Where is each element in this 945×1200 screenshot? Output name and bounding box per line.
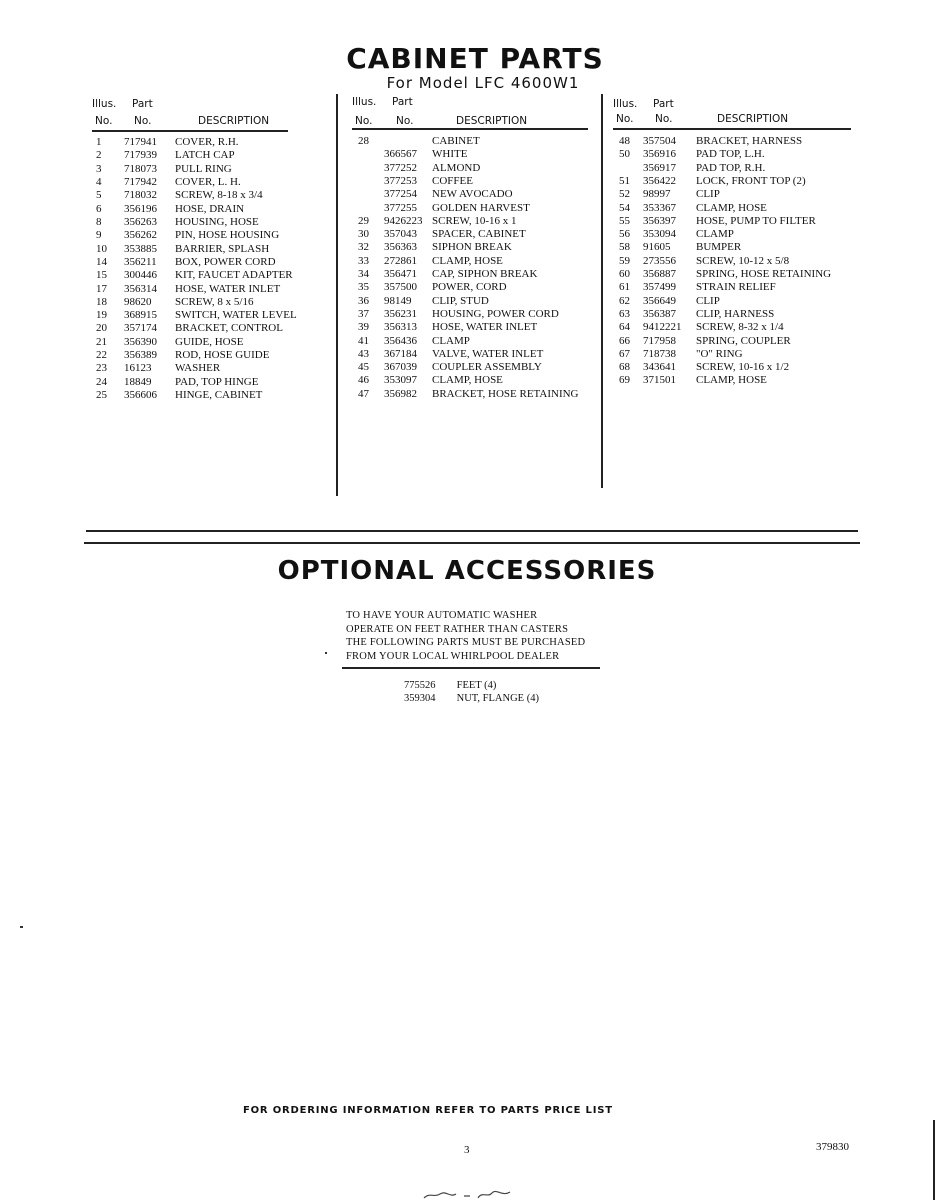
illus-number: 15 — [96, 269, 107, 282]
part-description: LATCH CAP — [175, 149, 235, 162]
part-number: 356263 — [124, 215, 157, 228]
illus-number: 20 — [96, 322, 107, 335]
illus-number: 50 — [619, 148, 630, 161]
illus-number: 1 — [96, 136, 102, 148]
illus-number: 23 — [96, 362, 107, 375]
part-description: COFFEE — [432, 174, 473, 187]
part-number: 717942 — [124, 175, 157, 188]
part-description: SCREW, 8 x 5/16 — [175, 295, 254, 308]
illus-number: 41 — [358, 334, 369, 347]
illus-number: 43 — [358, 347, 369, 360]
part-number: 356389 — [124, 349, 157, 362]
illus-number: 33 — [358, 254, 369, 267]
part-description: SCREW, 10-12 x 5/8 — [696, 254, 790, 267]
part-number: 356606 — [124, 389, 157, 402]
part-number: 356471 — [384, 268, 417, 280]
part-number: 356387 — [643, 307, 676, 320]
part-number: 718073 — [124, 162, 157, 175]
illus-number: 24 — [96, 375, 107, 388]
illus-header: Illus. — [352, 96, 377, 108]
part-description: BARRIER, SPLASH — [175, 242, 270, 255]
illus-number: 37 — [358, 307, 369, 320]
part-description: HOSE, PUMP TO FILTER — [696, 214, 816, 227]
part-number: 353097 — [384, 374, 417, 387]
part-description: CLAMP — [696, 228, 734, 241]
intro-line: TO HAVE YOUR AUTOMATIC WASHER — [346, 610, 538, 621]
illus-header: Illus. — [92, 98, 117, 110]
description-header: DESCRIPTION — [198, 115, 270, 127]
illus-no-header: No. — [616, 113, 634, 125]
part-description: PAD TOP, R.H. — [696, 161, 766, 174]
section-divider — [86, 530, 858, 532]
illus-number: 59 — [619, 254, 630, 267]
illus-number: 51 — [619, 174, 630, 187]
illus-number: 25 — [96, 389, 107, 402]
part-description: "O" RING — [696, 347, 743, 360]
part-no-header: No. — [134, 115, 152, 127]
part-number: 98620 — [124, 295, 152, 308]
part-description: SCREW, 10-16 x 1/2 — [696, 361, 790, 374]
intro-line: THE FOLLOWING PARTS MUST BE PURCHASED — [346, 637, 586, 648]
part-header: Part — [392, 96, 413, 108]
part-number: 9412221 — [643, 321, 682, 334]
part-description: SCREW, 8-32 x 1/4 — [696, 321, 784, 334]
accessory-description: FEET (4) — [456, 680, 497, 691]
part-number: 356436 — [384, 334, 417, 347]
illus-number: 28 — [358, 135, 369, 147]
part-description: CLAMP, HOSE — [432, 254, 503, 267]
illus-number: 14 — [96, 255, 107, 268]
illus-number: 52 — [619, 188, 630, 201]
part-description: ALMOND — [432, 161, 481, 174]
part-number: 371501 — [643, 374, 676, 387]
page-number: 3 — [464, 1144, 470, 1156]
part-number: 718738 — [643, 347, 676, 360]
part-description: HINGE, CABINET — [175, 389, 263, 402]
illus-number: 48 — [619, 135, 630, 147]
part-number: 357504 — [643, 135, 676, 147]
accessory-item — [404, 680, 496, 691]
page-title: CABINET PARTS — [346, 42, 604, 75]
speck — [325, 652, 327, 654]
illus-number: 58 — [619, 241, 630, 254]
part-description: HOSE, WATER INLET — [175, 282, 281, 295]
accessory-part-no: 775526 — [404, 680, 436, 691]
model-subtitle: For Model LFC 4600W1 — [386, 74, 580, 92]
handwritten-mark — [420, 1188, 520, 1200]
header-rule — [352, 128, 588, 130]
part-description: SPRING, HOSE RETAINING — [696, 268, 832, 280]
illus-number: 36 — [358, 294, 369, 307]
part-description: PIN, HOSE HOUSING — [175, 229, 280, 242]
illus-number: 18 — [96, 295, 107, 308]
part-header: Part — [132, 98, 153, 110]
part-number: 717958 — [643, 334, 676, 347]
part-description: BRACKET, CONTROL — [175, 322, 283, 335]
illus-number: 10 — [96, 242, 107, 255]
illus-number: 9 — [96, 229, 102, 242]
illus-number: 21 — [96, 335, 107, 348]
part-description: CAP, SIPHON BREAK — [432, 268, 538, 280]
part-description: HOSE, DRAIN — [175, 202, 245, 215]
part-number: 718032 — [124, 189, 157, 202]
part-description: WASHER — [175, 362, 221, 375]
part-description: SCREW, 10-16 x 1 — [432, 214, 517, 227]
part-description: HOSE, WATER INLET — [432, 321, 538, 334]
part-number: 356982 — [384, 387, 417, 400]
illus-number: 54 — [619, 201, 630, 214]
part-description: CABINET — [432, 135, 480, 147]
part-description: WHITE — [432, 148, 468, 161]
part-number: 356397 — [643, 214, 676, 227]
ordering-note: FOR ORDERING INFORMATION REFER TO PARTS PRICE LIST — [243, 1105, 613, 1116]
part-description: CLAMP, HOSE — [696, 374, 767, 387]
part-number: 18849 — [124, 375, 152, 388]
illus-number: 2 — [96, 149, 102, 162]
part-number: 98997 — [643, 188, 671, 201]
illus-number: 69 — [619, 374, 630, 387]
illus-number: 5 — [96, 189, 102, 202]
illus-number: 4 — [96, 175, 102, 188]
part-number: 356649 — [643, 294, 676, 307]
accessory-description: NUT, FLANGE (4) — [456, 693, 539, 704]
accessories-rule — [342, 667, 600, 669]
illus-number: 68 — [619, 361, 630, 374]
part-header: Part — [653, 98, 674, 110]
part-description: CLAMP, HOSE — [432, 374, 503, 387]
accessory-part-no: 359304 — [404, 693, 436, 704]
part-description: LOCK, FRONT TOP (2) — [696, 174, 806, 187]
part-number: 368915 — [124, 309, 157, 322]
part-description: HOUSING, HOSE — [175, 215, 259, 228]
description-header: DESCRIPTION — [456, 115, 528, 127]
illus-no-header: No. — [95, 115, 113, 127]
illus-number: 47 — [358, 387, 369, 400]
part-description: SPACER, CABINET — [432, 228, 526, 241]
part-description: KIT, FAUCET ADAPTER — [175, 269, 293, 282]
column-divider — [601, 94, 603, 488]
intro-line: OPERATE ON FEET RATHER THAN CASTERS — [346, 623, 569, 635]
part-number: 356211 — [124, 255, 157, 268]
part-description: CLIP, HARNESS — [696, 307, 775, 320]
illus-number: 17 — [96, 282, 107, 295]
part-number: 356363 — [384, 241, 417, 254]
column-divider — [336, 94, 338, 496]
illus-number: 67 — [619, 347, 630, 360]
part-description: PULL RING — [175, 162, 232, 175]
part-description: SWITCH, WATER LEVEL — [175, 309, 297, 322]
part-description: BRACKET, HOSE RETAINING — [432, 387, 579, 400]
part-number: 367039 — [384, 361, 417, 374]
part-number: 343641 — [643, 361, 676, 374]
part-number: 377254 — [384, 188, 417, 201]
illus-number: 34 — [358, 268, 369, 280]
part-number: 717941 — [124, 136, 157, 148]
header-rule — [92, 130, 288, 132]
illus-number: 22 — [96, 349, 107, 362]
part-number: 356887 — [643, 268, 676, 280]
page-edge-line — [933, 1120, 935, 1200]
part-description: CLIP, STUD — [432, 294, 489, 307]
part-description: COVER, R.H. — [175, 136, 239, 148]
illus-number: 62 — [619, 294, 630, 307]
accessories-title: OPTIONAL ACCESSORIES — [277, 556, 657, 586]
illus-number: 55 — [619, 214, 630, 227]
part-number: 356313 — [384, 321, 417, 334]
part-number: 356917 — [643, 161, 676, 174]
part-description: GOLDEN HARVEST — [432, 201, 530, 214]
illus-number: 56 — [619, 228, 630, 241]
part-number: 353885 — [124, 242, 157, 255]
part-number: 353094 — [643, 228, 676, 241]
part-number: 356262 — [124, 229, 157, 242]
part-description: PAD, TOP HINGE — [175, 375, 259, 388]
illus-number: 30 — [358, 228, 369, 241]
illus-number: 61 — [619, 281, 630, 294]
part-number: 356390 — [124, 335, 157, 348]
part-no-header: No. — [396, 115, 414, 127]
part-description: ROD, HOSE GUIDE — [175, 349, 270, 362]
illus-header: Illus. — [613, 98, 638, 110]
accessory-item — [404, 693, 539, 704]
illus-number: 8 — [96, 215, 102, 228]
part-description: NEW AVOCADO — [432, 188, 513, 201]
part-number: 377255 — [384, 201, 417, 214]
part-description: SCREW, 8-18 x 3/4 — [175, 189, 263, 202]
illus-number: 46 — [358, 374, 369, 387]
part-description: PAD TOP, L.H. — [696, 148, 765, 161]
part-description: CLIP — [696, 188, 720, 201]
part-description: CLAMP, HOSE — [696, 201, 767, 214]
description-header: DESCRIPTION — [717, 113, 789, 125]
part-number: 357500 — [384, 281, 417, 294]
part-number: 357499 — [643, 281, 676, 294]
part-description: HOUSING, POWER CORD — [432, 307, 559, 320]
illus-number: 29 — [358, 214, 369, 227]
part-number: 356314 — [124, 282, 157, 295]
part-description: STRAIN RELIEF — [696, 281, 776, 294]
part-number: 16123 — [124, 362, 152, 375]
accessories-intro — [346, 609, 585, 663]
part-number: 366567 — [384, 148, 417, 161]
part-number: 272861 — [384, 254, 417, 267]
part-number: 357043 — [384, 228, 417, 241]
part-description: SIPHON BREAK — [432, 241, 512, 254]
part-number: 377252 — [384, 161, 417, 174]
part-number: 356422 — [643, 174, 676, 187]
illus-number: 60 — [619, 268, 630, 280]
part-description: CLIP — [696, 294, 720, 307]
part-number: 273556 — [643, 254, 676, 267]
part-number: 717939 — [124, 149, 157, 162]
illus-number: 6 — [96, 202, 102, 215]
illus-number: 64 — [619, 321, 630, 334]
header-rule — [613, 128, 851, 130]
part-number: 9426223 — [384, 214, 423, 227]
illus-no-header: No. — [355, 115, 373, 127]
part-description: POWER, CORD — [432, 281, 507, 294]
part-number: 357174 — [124, 322, 157, 335]
part-no-header: No. — [655, 113, 673, 125]
part-description: BUMPER — [696, 241, 742, 254]
part-description: COUPLER ASSEMBLY — [432, 361, 542, 374]
document-number: 379830 — [816, 1141, 849, 1153]
part-description: VALVE, WATER INLET — [432, 347, 544, 360]
illus-number: 66 — [619, 334, 630, 347]
part-number: 91605 — [643, 241, 671, 254]
part-number: 98149 — [384, 294, 412, 307]
part-number: 300446 — [124, 269, 157, 282]
section-divider — [84, 542, 860, 544]
part-number: 377253 — [384, 174, 417, 187]
part-number: 353367 — [643, 201, 676, 214]
part-description: BOX, POWER CORD — [175, 255, 276, 268]
part-number: 367184 — [384, 347, 417, 360]
part-description: COVER, L. H. — [175, 175, 241, 188]
part-description: BRACKET, HARNESS — [696, 135, 803, 147]
part-description: GUIDE, HOSE — [175, 335, 244, 348]
illus-number: 32 — [358, 241, 369, 254]
speck — [20, 926, 23, 928]
part-description: SPRING, COUPLER — [696, 334, 791, 347]
intro-line: FROM YOUR LOCAL WHIRLPOOL DEALER — [346, 650, 560, 662]
illus-number: 3 — [96, 162, 102, 175]
illus-number: 45 — [358, 361, 369, 374]
part-number: 356916 — [643, 148, 676, 161]
part-number: 356196 — [124, 202, 157, 215]
illus-number: 35 — [358, 281, 369, 294]
illus-number: 39 — [358, 321, 369, 334]
part-description: CLAMP — [432, 334, 470, 347]
illus-number: 63 — [619, 307, 630, 320]
illus-number: 19 — [96, 309, 107, 322]
part-number: 356231 — [384, 307, 417, 320]
